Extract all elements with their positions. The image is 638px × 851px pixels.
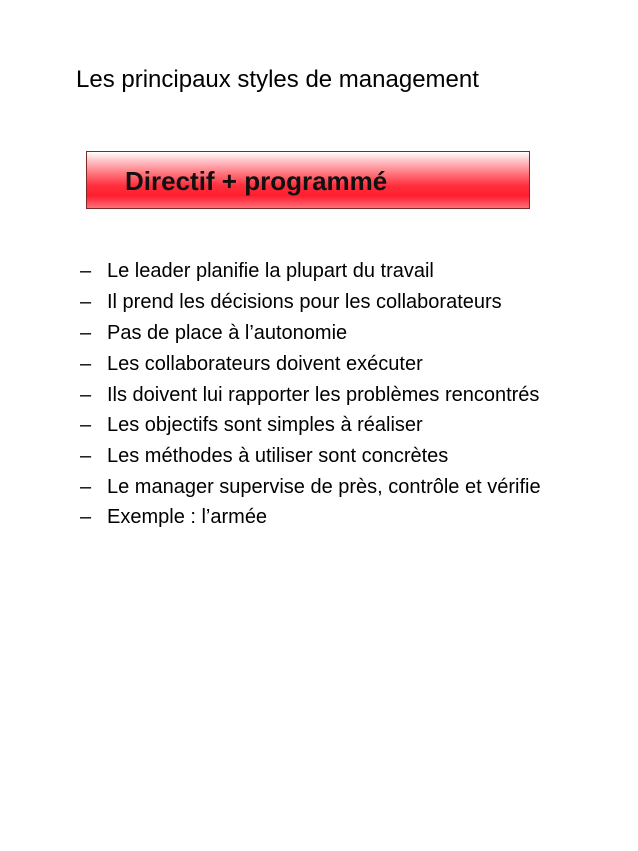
list-item [80, 441, 620, 472]
dash-marker: – [80, 260, 92, 282]
dash-marker: – [80, 414, 92, 436]
list-item-text: Le leader planifie la plupart du travail [107, 260, 434, 282]
list-item-text: Pas de place à l’autonomie [107, 322, 348, 344]
style-banner [86, 151, 530, 209]
dash-marker: – [80, 476, 92, 498]
banner-text: Directif + programmé [125, 166, 388, 196]
list-item [80, 287, 620, 318]
dash-marker: – [80, 384, 92, 406]
dash-marker: – [80, 322, 92, 344]
list-item [80, 256, 620, 287]
list-item-text: Le manager supervise de près, contrôle et vérifie [107, 476, 541, 498]
list-item [80, 380, 577, 410]
slide-title: Les principaux styles de management [76, 66, 479, 93]
bullet-list [80, 256, 620, 533]
dash-marker: – [80, 291, 92, 313]
list-item-text: Les objectifs sont simples à réaliser [107, 414, 423, 436]
dash-marker: – [80, 353, 92, 375]
dash-marker: – [80, 445, 92, 467]
list-item-text: Il prend les décisions pour les collaborateurs [107, 291, 502, 313]
dash-marker: – [80, 506, 92, 528]
list-item-text: Ils doivent lui rapporter les problèmes rencontrés [107, 384, 540, 406]
list-item-text: Exemple : l’armée [107, 506, 268, 528]
list-item [80, 472, 577, 502]
list-item [80, 502, 620, 533]
list-item-text: Les collaborateurs doivent exécuter [107, 353, 423, 375]
list-item [80, 349, 620, 380]
list-item [80, 318, 620, 349]
list-item-text: Les méthodes à utiliser sont concrètes [107, 445, 449, 467]
list-item [80, 410, 620, 441]
